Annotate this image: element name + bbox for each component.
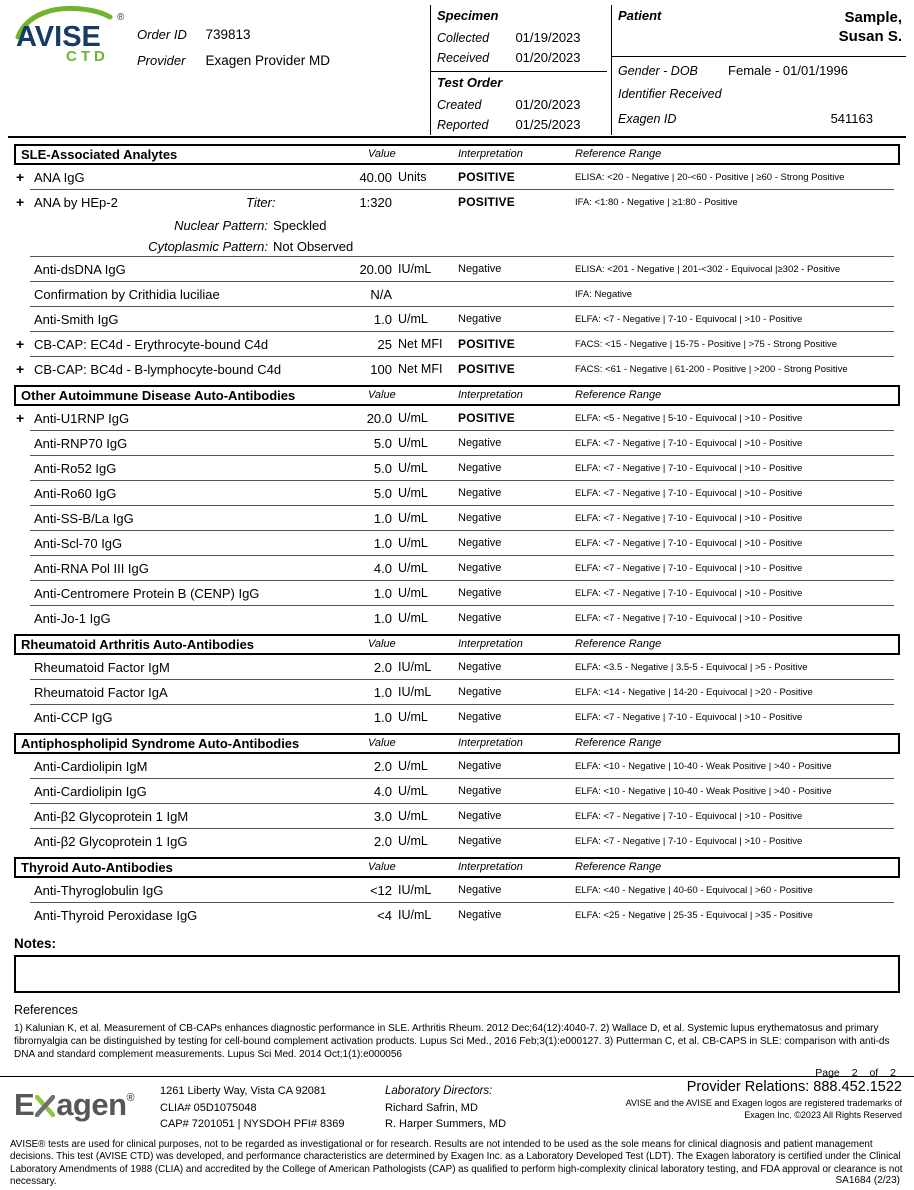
section-header: [14, 733, 900, 754]
result-unit: U/mL: [398, 586, 428, 600]
reference-range: ELISA: <201 - Negative | 201-<302 - Equivocal |≥302 - Positive: [575, 264, 841, 275]
cap-number: CAP# 7201051 | NYSDOH PFI# 8369: [160, 1118, 345, 1130]
result-unit: U/mL: [398, 834, 428, 848]
analyte-row: [14, 903, 900, 928]
reference-range: ELFA: <7 - Negative | 7-10 - Equivocal | >10 - Positive: [575, 588, 803, 599]
interpretation: Negative: [458, 462, 502, 474]
interpretation: Negative: [458, 537, 502, 549]
column-header-interpretation: Interpretation: [458, 389, 523, 401]
result-section: [14, 144, 900, 382]
analyte-row: [14, 531, 900, 556]
received-date: 01/20/2023: [515, 50, 581, 65]
reference-range: ELFA: <7 - Negative | 7-10 - Equivocal | >10 - Positive: [575, 314, 803, 325]
result-value: 1.0: [373, 710, 392, 725]
lab-street-address: 1261 Liberty Way, Vista CA 92081: [160, 1085, 327, 1097]
result-section: [14, 634, 900, 730]
patient-block: [618, 8, 906, 134]
result-unit: U/mL: [398, 411, 428, 425]
analyte-name: Anti-β2 Glycoprotein 1 IgG: [34, 834, 188, 849]
analyte-name: Anti-RNP70 IgG: [34, 436, 128, 451]
column-header-value: Value: [368, 389, 396, 401]
gender-dob-value: Female - 01/01/1996: [728, 63, 848, 78]
identifier-label: Identifier Received: [618, 87, 722, 101]
result-unit: Net MFI: [398, 337, 443, 351]
patient-divider: [611, 56, 906, 57]
logo-reg-mark: ®: [117, 12, 125, 23]
result-section: [14, 385, 900, 631]
analyte-row: [14, 878, 900, 903]
interpretation: POSITIVE: [458, 170, 515, 184]
exagen-id-value: 541163: [830, 111, 873, 126]
reference-range: ELFA: <10 - Negative | 10-40 - Weak Positive | >40 - Positive: [575, 786, 832, 797]
analyte-name: Anti-CCP IgG: [34, 710, 113, 725]
reference-range: ELFA: <7 - Negative | 7-10 - Equivocal | >10 - Positive: [575, 563, 803, 574]
result-value: 20.0: [366, 411, 392, 426]
column-header-value: Value: [368, 638, 396, 650]
result-value: 1.0: [373, 586, 392, 601]
result-value: 3.0: [373, 809, 392, 824]
directors-label: Laboratory Directors:: [385, 1085, 493, 1097]
pattern-label: Cytoplasmic Pattern:: [148, 239, 268, 254]
analyte-name: Anti-Cardiolipin IgM: [34, 759, 148, 774]
page-label: Page: [815, 1067, 840, 1079]
section-title: SLE-Associated Analytes: [21, 147, 178, 162]
analyte-name: ANA IgG: [34, 170, 85, 185]
logo-ctd-text: CTD: [66, 48, 109, 64]
analyte-row: [14, 431, 900, 456]
reference-range: ELFA: <7 - Negative | 7-10 - Equivocal | >10 - Positive: [575, 613, 803, 624]
trademark-line2: Exagen Inc. ©2023 All Rights Reserved: [744, 1109, 902, 1120]
analyte-row: [14, 506, 900, 531]
reference-range: IFA: <1:80 - Negative | ≥1:80 - Positive: [575, 197, 738, 208]
specimen-title: Specimen: [437, 8, 499, 23]
received-row: [437, 49, 607, 69]
exagen-logo-reg: ®: [126, 1092, 135, 1104]
interpretation: POSITIVE: [458, 195, 515, 209]
analyte-row: [14, 754, 900, 779]
test-order-title: Test Order: [437, 75, 503, 90]
result-value: 5.0: [373, 461, 392, 476]
analyte-name: Anti-Thyroid Peroxidase IgG: [34, 908, 198, 923]
exagen-logo-rest: agen: [56, 1087, 127, 1122]
analyte-name: Anti-Scl-70 IgG: [34, 536, 123, 551]
analyte-row: [14, 481, 900, 506]
column-header-reference-range: Reference Range: [575, 148, 662, 160]
analyte-name: Anti-Ro52 IgG: [34, 461, 117, 476]
provider-relations: Provider Relations: 888.452.1522: [686, 1079, 902, 1095]
result-value: 5.0: [373, 486, 392, 501]
reference-range: ELFA: <14 - Negative | 14-20 - Equivocal | >20 - Positive: [575, 687, 813, 698]
collected-row: [437, 29, 607, 49]
order-id-row: [137, 26, 330, 52]
analyte-row: [14, 282, 900, 307]
column-header-interpretation: Interpretation: [458, 638, 523, 650]
page-total: 2: [890, 1067, 896, 1079]
analyte-row: [14, 606, 900, 631]
order-info: [137, 26, 330, 78]
reference-range: ELFA: <40 - Negative | 40-60 - Equivocal | >60 - Positive: [575, 885, 813, 896]
result-value: 1.0: [373, 312, 392, 327]
result-section: [14, 857, 900, 928]
exagen-id-row: [618, 111, 906, 135]
result-unit: U/mL: [398, 461, 428, 475]
reference-range: ELFA: <7 - Negative | 7-10 - Equivocal | >10 - Positive: [575, 836, 803, 847]
trademark-line1: AVISE and the AVISE and Exagen logos are registered trademarks of: [625, 1098, 902, 1108]
section-header: [14, 857, 900, 878]
gender-dob-row: [618, 63, 906, 87]
result-unit: IU/mL: [398, 908, 432, 922]
section-header: [14, 634, 900, 655]
abnormal-flag: +: [16, 361, 25, 377]
notes-box: [14, 955, 900, 993]
titer-label: Titer:: [246, 195, 276, 210]
analyte-row: [14, 357, 900, 382]
director-name: Richard Safrin, MD: [385, 1101, 478, 1114]
abnormal-flag: +: [16, 410, 25, 426]
result-unit: Net MFI: [398, 362, 443, 376]
abnormal-flag: +: [16, 336, 25, 352]
analyte-row: [14, 680, 900, 705]
analyte-row: [14, 332, 900, 357]
result-unit: U/mL: [398, 611, 428, 625]
created-date: 01/20/2023: [515, 97, 581, 112]
analyte-row: [14, 307, 900, 332]
section-title: Antiphospholipid Syndrome Auto-Antibodies: [21, 736, 300, 751]
analyte-name: Anti-U1RNP IgG: [34, 411, 130, 426]
analyte-row: [14, 165, 900, 190]
interpretation: Negative: [458, 884, 502, 896]
analyte-row: [14, 190, 900, 257]
reported-date: 01/25/2023: [515, 117, 581, 132]
result-value: <12: [369, 883, 392, 898]
exagen-id-label: Exagen ID: [618, 112, 677, 126]
section-title: Thyroid Auto-Antibodies: [21, 860, 173, 875]
column-header-reference-range: Reference Range: [575, 861, 662, 873]
analyte-row: [14, 655, 900, 680]
result-unit: U/mL: [398, 536, 428, 550]
column-header-value: Value: [368, 737, 396, 749]
reference-range: ELFA: <7 - Negative | 7-10 - Equivocal | >10 - Positive: [575, 463, 803, 474]
interpretation: Negative: [458, 909, 502, 921]
interpretation: Negative: [458, 487, 502, 499]
report-footer: [0, 1076, 914, 1190]
analyte-name: Anti-SS-B/La IgG: [34, 511, 134, 526]
analyte-name: Anti-RNA Pol III IgG: [34, 561, 149, 576]
result-unit: U/mL: [398, 436, 428, 450]
reference-range: ELFA: <7 - Negative | 7-10 - Equivocal | >10 - Positive: [575, 513, 803, 524]
patient-details: [618, 63, 906, 135]
director-name: R. Harper Summers, MD: [385, 1118, 507, 1130]
result-unit: U/mL: [398, 561, 428, 575]
reference-range: ELFA: <7 - Negative | 7-10 - Equivocal | >10 - Positive: [575, 538, 803, 549]
column-header-reference-range: Reference Range: [575, 638, 662, 650]
result-unit: U/mL: [398, 511, 428, 525]
analyte-name: Anti-dsDNA IgG: [34, 262, 126, 277]
reference-range: IFA: Negative: [575, 289, 633, 300]
logo-brand-text: AVISE: [16, 21, 101, 53]
interpretation: Negative: [458, 587, 502, 599]
result-value: 1:320: [359, 195, 392, 210]
header-divider-1: [430, 5, 431, 135]
clia-number: CLIA# 05D1075048: [160, 1101, 257, 1114]
column-header-reference-range: Reference Range: [575, 389, 662, 401]
analyte-row: [14, 581, 900, 606]
disclaimer-text: AVISE® tests are used for clinical purposes, not to be regarded as investigational or for research. Results are not intended to be used as the sole means for clinical diagnosis and patient management decisions. This test (AVISE CTD) was developed, and performance characteristics are determined by Exagen Inc. as a Laboratory Developed Test (LDT). The Exagen laboratory is certified under the Clinical Laboratory Amendments of 1988 (CLIA) and accredited by the College of American Pathologists (CAP) as qualified to perform high-complexity clinical laboratory testing, and FDA approval or clearance is not necessary.: [10, 1139, 903, 1188]
column-header-interpretation: Interpretation: [458, 148, 523, 160]
reference-range: ELFA: <7 - Negative | 7-10 - Equivocal | >10 - Positive: [575, 488, 803, 499]
analyte-name: Anti-β2 Glycoprotein 1 IgM: [34, 809, 189, 824]
interpretation: Negative: [458, 263, 502, 275]
result-unit: U/mL: [398, 710, 428, 724]
result-value: 1.0: [373, 511, 392, 526]
analyte-name: Anti-Ro60 IgG: [34, 486, 117, 501]
reference-range: ELFA: <7 - Negative | 7-10 - Equivocal | >10 - Positive: [575, 438, 803, 449]
reference-range: ELFA: <7 - Negative | 7-10 - Equivocal | >10 - Positive: [575, 811, 803, 822]
pattern-label: Nuclear Pattern:: [174, 218, 268, 233]
abnormal-flag: +: [16, 169, 25, 185]
pattern-row: [14, 236, 900, 257]
interpretation: Negative: [458, 711, 502, 723]
report-header: [0, 0, 914, 139]
interpretation: Negative: [458, 437, 502, 449]
created-label: Created: [437, 98, 482, 112]
section-header: [14, 144, 900, 165]
collected-date: 01/19/2023: [515, 30, 581, 45]
analyte-name: Anti-Jo-1 IgG: [34, 611, 111, 626]
footer-address: [160, 1083, 344, 1133]
pattern-row: [14, 215, 900, 236]
result-unit: Units: [398, 170, 427, 184]
notes-area: [0, 928, 914, 993]
result-unit: U/mL: [398, 784, 428, 798]
analyte-row: [14, 829, 900, 854]
column-header-value: Value: [368, 861, 396, 873]
result-value: 25: [377, 337, 392, 352]
analyte-row: [14, 456, 900, 481]
pattern-value: Not Observed: [273, 239, 354, 254]
footer-directors: [385, 1083, 506, 1133]
result-value: 2.0: [373, 834, 392, 849]
analyte-name: Anti-Smith IgG: [34, 312, 119, 327]
provider-label: Provider: [137, 53, 186, 68]
column-header-interpretation: Interpretation: [458, 737, 523, 749]
result-unit: IU/mL: [398, 685, 432, 699]
interpretation: Negative: [458, 760, 502, 772]
analyte-name: ANA by HEp-2: [34, 195, 118, 210]
header-bottom-rule: [8, 136, 906, 138]
references-area: [0, 993, 914, 1061]
result-unit: U/mL: [398, 486, 428, 500]
reported-label: Reported: [437, 118, 489, 132]
collected-label: Collected: [437, 31, 490, 45]
exagen-x-pinwheel-icon: [35, 1095, 55, 1117]
footer-right: [626, 1079, 902, 1121]
reference-range: FACS: <61 - Negative | 61-200 - Positive | >200 - Strong Positive: [575, 364, 848, 375]
page-number: 2: [851, 1067, 858, 1079]
patient-name-line2: Susan S.: [838, 28, 902, 45]
analyte-row: [14, 705, 900, 730]
interpretation: Negative: [458, 562, 502, 574]
interpretation: POSITIVE: [458, 411, 515, 425]
result-unit: U/mL: [398, 312, 428, 326]
result-value: 20.00: [359, 262, 392, 277]
result-value: 1.0: [373, 536, 392, 551]
form-number: SA1684 (2/23): [835, 1175, 900, 1186]
results-sections: [0, 139, 914, 928]
created-row: [437, 96, 607, 116]
pattern-value: Speckled: [273, 218, 327, 233]
reported-row: [437, 116, 607, 136]
analyte-name: Confirmation by Crithidia luciliae: [34, 287, 220, 302]
patient-name-line1: Sample,: [844, 9, 902, 26]
analyte-name: Anti-Centromere Protein B (CENP) IgG: [34, 586, 260, 601]
result-unit: U/mL: [398, 809, 428, 823]
exagen-logo: [14, 1087, 134, 1123]
interpretation: Negative: [458, 512, 502, 524]
reference-range: ELFA: <3.5 - Negative | 3.5-5 - Equivocal | >5 - Positive: [575, 662, 808, 673]
result-unit: U/mL: [398, 759, 428, 773]
result-value: 100: [370, 362, 392, 377]
result-value: <4: [377, 908, 392, 923]
analyte-name: Anti-Thyroglobulin IgG: [34, 883, 164, 898]
avise-logo-graphic: [14, 4, 136, 64]
analyte-name: Rheumatoid Factor IgA: [34, 685, 168, 700]
header-divider-2: [611, 5, 612, 135]
abnormal-flag: +: [16, 194, 25, 210]
analyte-name: CB-CAP: EC4d - Erythrocyte-bound C4d: [34, 337, 269, 352]
reference-range: ELFA: <5 - Negative | 5-10 - Equivocal | >10 - Positive: [575, 413, 803, 424]
interpretation: Negative: [458, 835, 502, 847]
patient-title: Patient: [618, 8, 662, 23]
analyte-name: Rheumatoid Factor IgM: [34, 660, 170, 675]
reference-range: ELFA: <7 - Negative | 7-10 - Equivocal | >10 - Positive: [575, 712, 803, 723]
reference-range: ELFA: <25 - Negative | 25-35 - Equivocal | >35 - Positive: [575, 910, 813, 921]
result-value: N/A: [370, 287, 392, 302]
section-title: Other Autoimmune Disease Auto-Antibodies: [21, 388, 296, 403]
analyte-name: CB-CAP: BC4d - B-lymphocyte-bound C4d: [34, 362, 282, 377]
result-unit: IU/mL: [398, 660, 432, 674]
result-value: 40.00: [359, 170, 392, 185]
notes-label: Notes:: [14, 936, 57, 951]
specimen-block: [437, 8, 607, 136]
section-title: Rheumatoid Arthritis Auto-Antibodies: [21, 637, 255, 652]
result-value: 5.0: [373, 436, 392, 451]
interpretation: Negative: [458, 785, 502, 797]
specimen-divider: [430, 71, 607, 72]
order-id-label: Order ID: [137, 27, 187, 42]
analyte-name: Anti-Cardiolipin IgG: [34, 784, 147, 799]
exagen-logo-e: E: [14, 1087, 35, 1122]
interpretation: Negative: [458, 313, 502, 325]
interpretation: Negative: [458, 686, 502, 698]
page-of-label: of: [869, 1067, 879, 1079]
references-title: References: [14, 1003, 78, 1017]
interpretation: POSITIVE: [458, 362, 515, 376]
result-unit: IU/mL: [398, 883, 432, 897]
references-text: 1) Kalunian K, et al. Measurement of CB-CAPs enhances diagnostic performance in SLE. Arthritis Rheum. 2012 Dec;64(12):4040-7. 2) Wallace D, et al. Systemic lupus erythematosus and primary fibromyalgia can be distinguished by testing for cell-bound complement activation products. Lupus Sci Med., 2016 Feb;3(1):e000127. 3) Putterman C, et al. CB-CAPS in SLE: comparison with anti-ds DNA and standard complement measurements. Lupus Sci Med. 2014 Oct;1(1):e000056: [14, 1023, 890, 1060]
analyte-row: [14, 257, 900, 282]
column-header-value: Value: [368, 148, 396, 160]
result-unit: IU/mL: [398, 262, 432, 276]
column-header-reference-range: Reference Range: [575, 737, 662, 749]
provider-row: [137, 52, 330, 78]
provider-value: Exagen Provider MD: [205, 53, 331, 68]
gender-dob-label: Gender - DOB: [618, 64, 698, 78]
result-value: 2.0: [373, 759, 392, 774]
reference-range: ELFA: <10 - Negative | 10-40 - Weak Positive | >40 - Positive: [575, 761, 832, 772]
interpretation: POSITIVE: [458, 337, 515, 351]
order-id-value: 739813: [205, 27, 251, 42]
reference-range: ELISA: <20 - Negative | 20-<60 - Positive | ≥60 - Strong Positive: [575, 172, 845, 183]
analyte-row: [14, 779, 900, 804]
result-value: 1.0: [373, 611, 392, 626]
interpretation: Negative: [458, 810, 502, 822]
result-section: [14, 733, 900, 854]
result-value: 2.0: [373, 660, 392, 675]
analyte-row: [14, 804, 900, 829]
analyte-row: [14, 406, 900, 431]
result-value: 4.0: [373, 784, 392, 799]
analyte-row: [14, 556, 900, 581]
avise-ctd-logo: [14, 4, 136, 69]
identifier-row: [618, 87, 906, 111]
column-header-interpretation: Interpretation: [458, 861, 523, 873]
received-label: Received: [437, 51, 490, 65]
interpretation: Negative: [458, 661, 502, 673]
patient-name: [839, 8, 902, 46]
result-value: 4.0: [373, 561, 392, 576]
result-value: 1.0: [373, 685, 392, 700]
footer-top: [0, 1077, 914, 1135]
reference-range: FACS: <15 - Negative | 15-75 - Positive | >75 - Strong Positive: [575, 339, 838, 350]
section-header: [14, 385, 900, 406]
interpretation: Negative: [458, 612, 502, 624]
